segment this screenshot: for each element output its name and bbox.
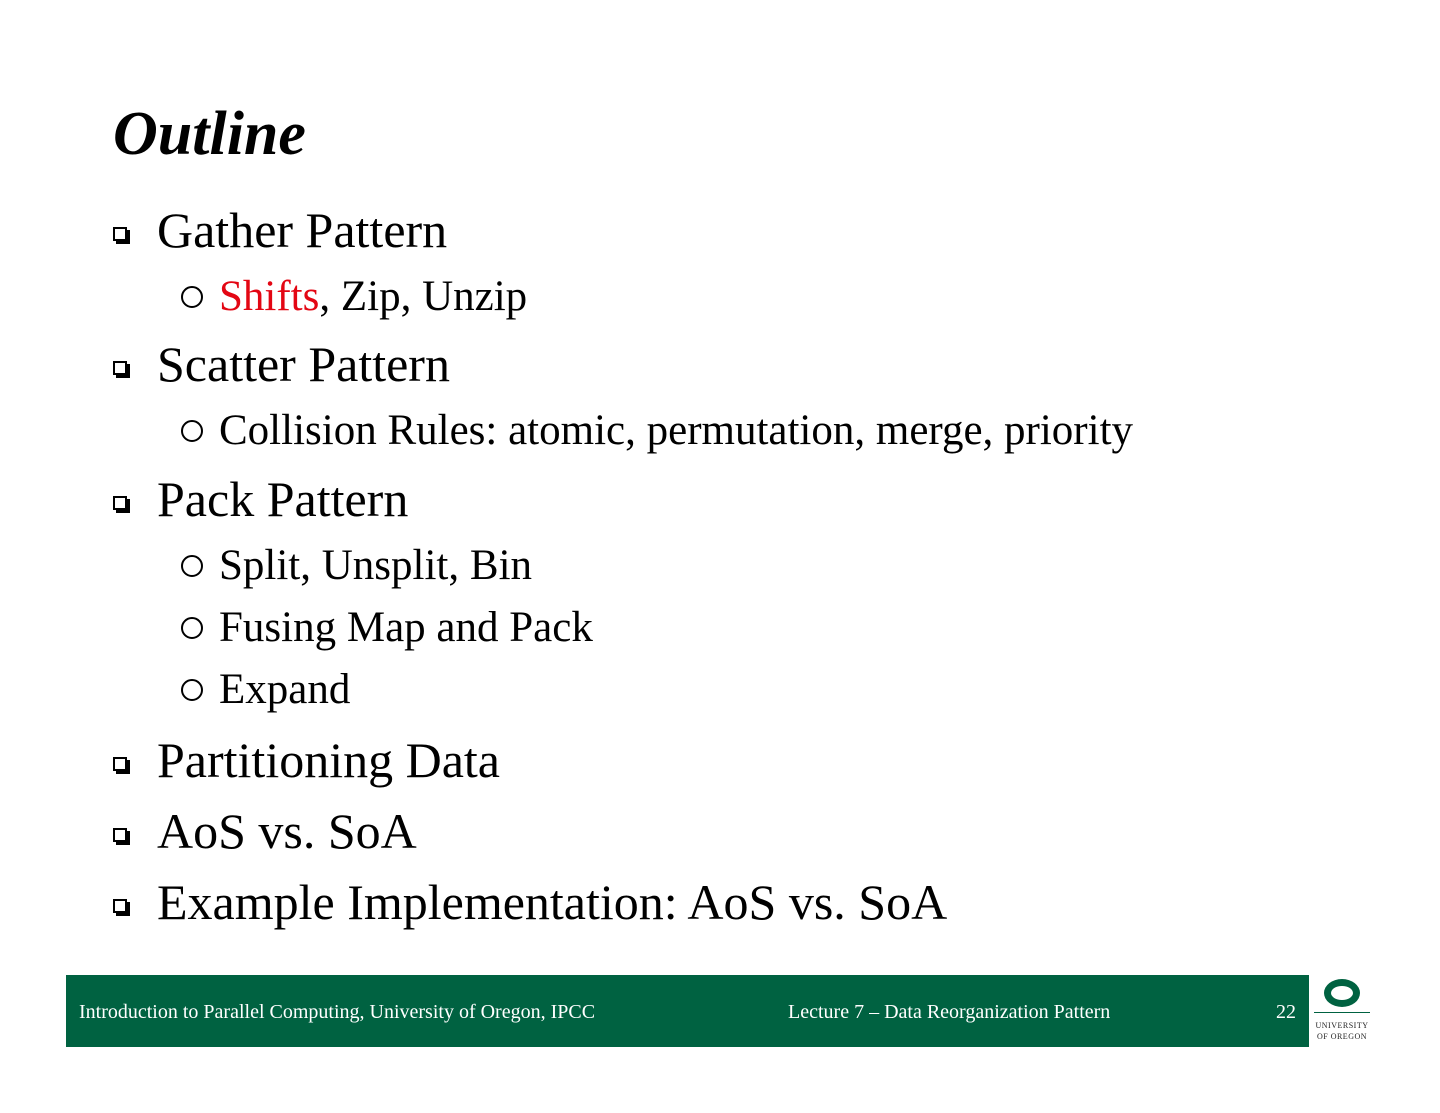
outline-subitem-label: Fusing Map and Pack (219, 604, 593, 651)
slide-title: Outline (113, 100, 306, 168)
square-bullet-icon (113, 757, 127, 771)
highlighted-text: Shifts (219, 273, 320, 320)
circle-bullet-icon (181, 420, 203, 442)
outline-subitem-label: Split, Unsplit, Bin (219, 542, 533, 589)
square-bullet-icon (113, 361, 127, 375)
outline-subitem-pack (181, 602, 593, 654)
outline-subitem-pack (181, 540, 532, 592)
footer-course: Introduction to Parallel Computing, University of Oregon, IPCC (79, 1001, 596, 1023)
outline-item-label: Example Implementation: AoS vs. SoA (157, 874, 948, 930)
outline-item-label: Partitioning Data (157, 732, 500, 788)
page-number: 22 (1276, 1001, 1296, 1023)
square-bullet-icon (113, 899, 127, 913)
outline-item-example (113, 872, 947, 932)
outline-item-label: Scatter Pattern (157, 336, 450, 392)
logo-text-oregon: OF OREGON (1316, 1032, 1368, 1041)
footer-lecture: Lecture 7 – Data Reorganization Pattern (788, 1001, 1111, 1023)
circle-bullet-icon (181, 555, 203, 577)
logo-divider (1314, 1012, 1370, 1013)
outline-item-label: Gather Pattern (157, 202, 448, 258)
logo-text-university: UNIVERSITY (1315, 1021, 1369, 1030)
university-logo (1312, 975, 1372, 1047)
outline-item-label: AoS vs. SoA (157, 803, 417, 859)
outline-subitem-label: , Zip, Unzip (319, 273, 528, 320)
outline-item-aos-soa (113, 801, 417, 861)
outline-subitem-label: Collision Rules: atomic, permutation, merge, priority (219, 407, 1134, 454)
outline-subitem-scatter (181, 405, 1133, 457)
square-bullet-icon (113, 227, 127, 241)
oregon-o-icon (1324, 979, 1360, 1007)
outline-subitem-pack (181, 664, 350, 716)
outline-item-partitioning (113, 730, 500, 790)
outline-subitem-label: Expand (219, 666, 351, 713)
outline-item-label: Pack Pattern (157, 471, 409, 527)
circle-bullet-icon (181, 286, 203, 308)
outline-item-pack (113, 469, 408, 529)
square-bullet-icon (113, 496, 127, 510)
outline-subitem-gather (181, 271, 527, 323)
circle-bullet-icon (181, 679, 203, 701)
outline-item-scatter (113, 334, 450, 394)
square-bullet-icon (113, 828, 127, 842)
outline-item-gather (113, 200, 447, 260)
circle-bullet-icon (181, 617, 203, 639)
slide-footer (66, 975, 1309, 1047)
